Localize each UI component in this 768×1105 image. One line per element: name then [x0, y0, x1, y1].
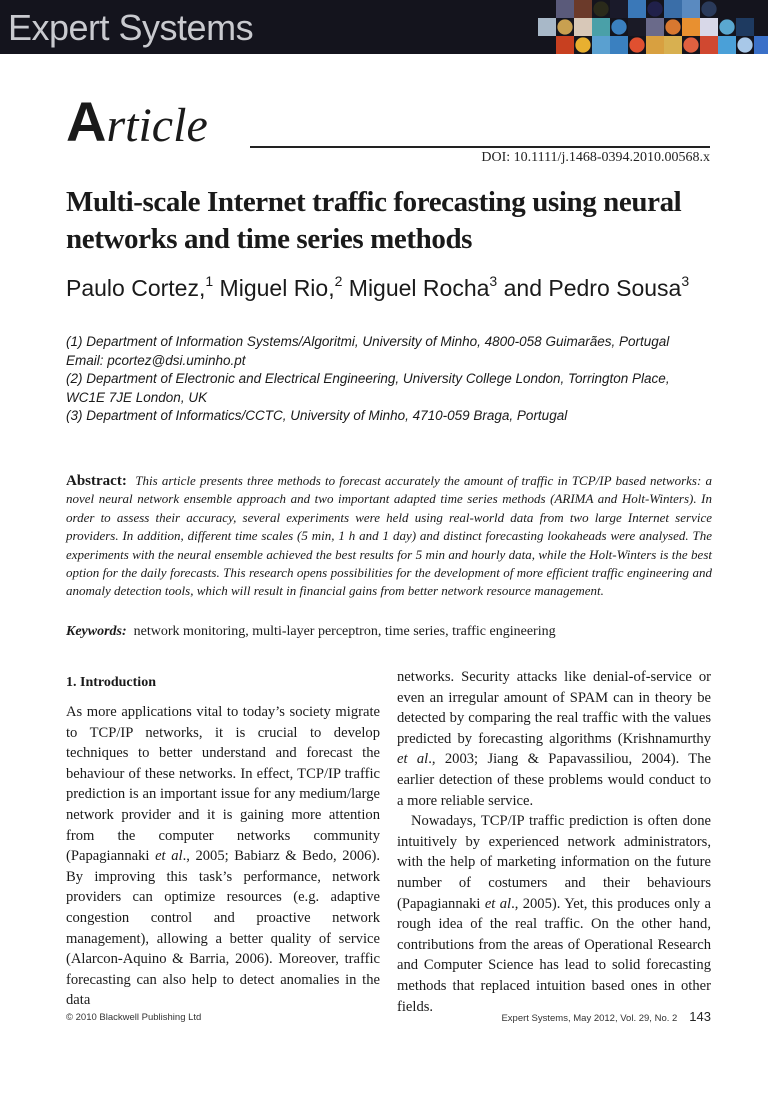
para-text: Nowadays, TCP/IP traffic prediction is often done intuitively by experienced network administrators, with the help of marketing information on the future number of costumers and their behaviours (Papagiannaki	[397, 813, 711, 912]
et-al: et al	[397, 751, 429, 768]
mosaic-tile	[556, 36, 574, 54]
mosaic-tile	[700, 36, 718, 54]
para-text: networks. Security attacks like denial-of-service or even an irregular amount of SPAM can in theory be detected by comparing the real traffic with the values predicted by forecasting algorithms (Krishnamurthy	[397, 669, 711, 747]
banner-mosaic-image	[520, 0, 768, 54]
author-name: and Pedro Sousa	[497, 275, 682, 301]
mosaic-tile	[700, 18, 718, 36]
et-al: et al	[155, 848, 183, 865]
para-text: ., 2003; Jiang & Papavassiliou, 2004). The earlier detection of these problems would conduct to a more reliable service.	[397, 751, 711, 809]
mosaic-tile	[593, 1, 608, 16]
mosaic-tile	[682, 0, 700, 18]
author-affil-mark: 3	[489, 273, 498, 289]
mosaic-tile	[520, 36, 538, 54]
mosaic-tile	[538, 18, 556, 36]
mosaic-tile	[592, 36, 610, 54]
et-al: et al	[484, 895, 512, 912]
abstract-label: Abstract:	[66, 473, 127, 489]
journal-citation: Expert Systems, May 2012, Vol. 29, No. 2	[501, 1013, 678, 1024]
mosaic-tile	[646, 18, 664, 36]
article-type-label	[66, 92, 208, 167]
mosaic-tile	[736, 18, 754, 36]
mosaic-tile	[610, 0, 628, 18]
running-footer	[501, 1009, 711, 1024]
mosaic-tile	[610, 36, 628, 54]
body-column-right	[397, 667, 711, 1017]
article-initial: A	[66, 90, 107, 153]
mosaic-tile	[736, 0, 754, 18]
intro-paragraph-cont	[397, 667, 711, 811]
email[interactable]: Email: pcortez@dsi.uminho.pt	[66, 352, 246, 368]
author-affil-mark: 1	[205, 273, 214, 289]
keywords	[66, 623, 712, 641]
mosaic-tile	[611, 19, 626, 34]
mosaic-tile	[538, 0, 556, 18]
author-name: Miguel Rocha	[342, 275, 490, 301]
keywords-label: Keywords:	[66, 624, 127, 639]
header-rule	[250, 146, 710, 148]
abstract	[66, 472, 712, 601]
mosaic-tile	[629, 37, 644, 52]
mosaic-tile	[557, 19, 572, 34]
mosaic-tile	[754, 0, 768, 18]
mosaic-tile	[556, 0, 574, 18]
page-number: 143	[689, 1009, 711, 1024]
mosaic-tile	[520, 18, 538, 36]
mosaic-tile	[647, 1, 662, 16]
mosaic-tile	[754, 36, 768, 54]
mosaic-tile	[646, 36, 664, 54]
body-column-left	[66, 668, 380, 1011]
mosaic-tile	[538, 36, 556, 54]
affiliations	[66, 333, 706, 426]
author-name: Paulo Cortez,	[66, 275, 206, 301]
mosaic-tile	[737, 37, 752, 52]
mosaic-tile	[701, 1, 716, 16]
mosaic-tile	[592, 18, 610, 36]
mosaic-tile	[575, 37, 590, 52]
section-heading: 1. Introduction	[66, 675, 156, 690]
intro-paragraph	[66, 702, 380, 1011]
affiliation-2: (2) Department of Electronic and Electrical Engineering, University College London, Torrington Place, WC1E 7JE London, UK	[66, 371, 670, 405]
abstract-text: This article presents three methods to forecast accurately the amount of traffic in TCP/IP based networks: a novel neural network ensemble approach and two important adapted time series methods (ARIMA and Holt-Winters). In order to assess their accuracy, several experiments were held using real-world data from two large Internet service providers. In addition, different time scales (5 min, 1 h and 1 day) and distinct forecasting lookaheads were analysed. The experiments with the neural ensemble achieved the best results for 5 min and hourly data, while the Holt-Winters is the best option for the daily forecasts. This research opens possibilities for the development of more efficient traffic engineering and anomaly detection tools, which will result in financial gains from better network resource management.	[66, 473, 712, 599]
copyright: © 2010 Blackwell Publishing Ltd	[66, 1012, 202, 1023]
para-text: ., 2005). Yet, this produces only a rough idea of the real traffic. On the other hand, contributions from the areas of Operational Research and Computer Science has lead to solid forecasting methods that replaced intuition based ones in other fields.	[397, 895, 711, 1015]
mosaic-tile	[718, 0, 736, 18]
para-text: As more applications vital to today’s society migrate to TCP/IP networks, it is crucial to develop techniques to better understand and forecast the behaviour of these networks. In effect, TCP/IP traffic prediction is an important issue for any medium/large network provider and it is gaining more attention from the computer networks community (Papagiannaki	[66, 704, 380, 865]
author-name: Miguel Rio,	[213, 275, 335, 301]
mosaic-tile	[574, 18, 592, 36]
affiliation-3: (3) Department of Informatics/CCTC, University of Minho, 4710-059 Braga, Portugal	[66, 408, 568, 423]
journal-title: Expert Systems	[8, 7, 254, 48]
article-rest: rticle	[106, 99, 208, 152]
author-list	[66, 274, 706, 302]
affiliation-1: (1) Department of Information Systems/Algoritmi, University of Minho, 4800-058 Guimarães, Portugal	[66, 334, 670, 349]
mosaic-tile	[754, 18, 768, 36]
author-affil-mark: 3	[681, 273, 690, 289]
paper-title: Multi-scale Internet traffic forecasting using neural networks and time series methods	[66, 186, 682, 255]
mosaic-tile	[628, 18, 646, 36]
mosaic-tile	[665, 19, 680, 34]
para-text: ., 2005; Babiarz & Bedo, 2006). By improving this task’s performance, network providers can optimize resources (e.g. adaptive congestion control and proactive network management), allowing a better quality of service (Alarcon-Aquino & Barria, 2006). Moreover, traffic forecasting can also help to detect anomalies in the data	[66, 848, 380, 1009]
mosaic-tile	[682, 18, 700, 36]
mosaic-tile	[574, 0, 592, 18]
mosaic-tile	[520, 0, 538, 18]
mosaic-tile	[719, 19, 734, 34]
keywords-text: network monitoring, multi-layer perceptron, time series, traffic engineering	[133, 624, 556, 639]
mosaic-tile	[718, 36, 736, 54]
author-affil-mark: 2	[334, 273, 343, 289]
mosaic-tile	[664, 0, 682, 18]
doi[interactable]: DOI: 10.1111/j.1468-0394.2010.00568.x	[481, 150, 710, 165]
mosaic-tile	[628, 0, 646, 18]
intro-paragraph-2	[397, 811, 711, 1017]
journal-banner	[0, 0, 768, 54]
mosaic-tile	[683, 37, 698, 52]
mosaic-tile	[664, 36, 682, 54]
